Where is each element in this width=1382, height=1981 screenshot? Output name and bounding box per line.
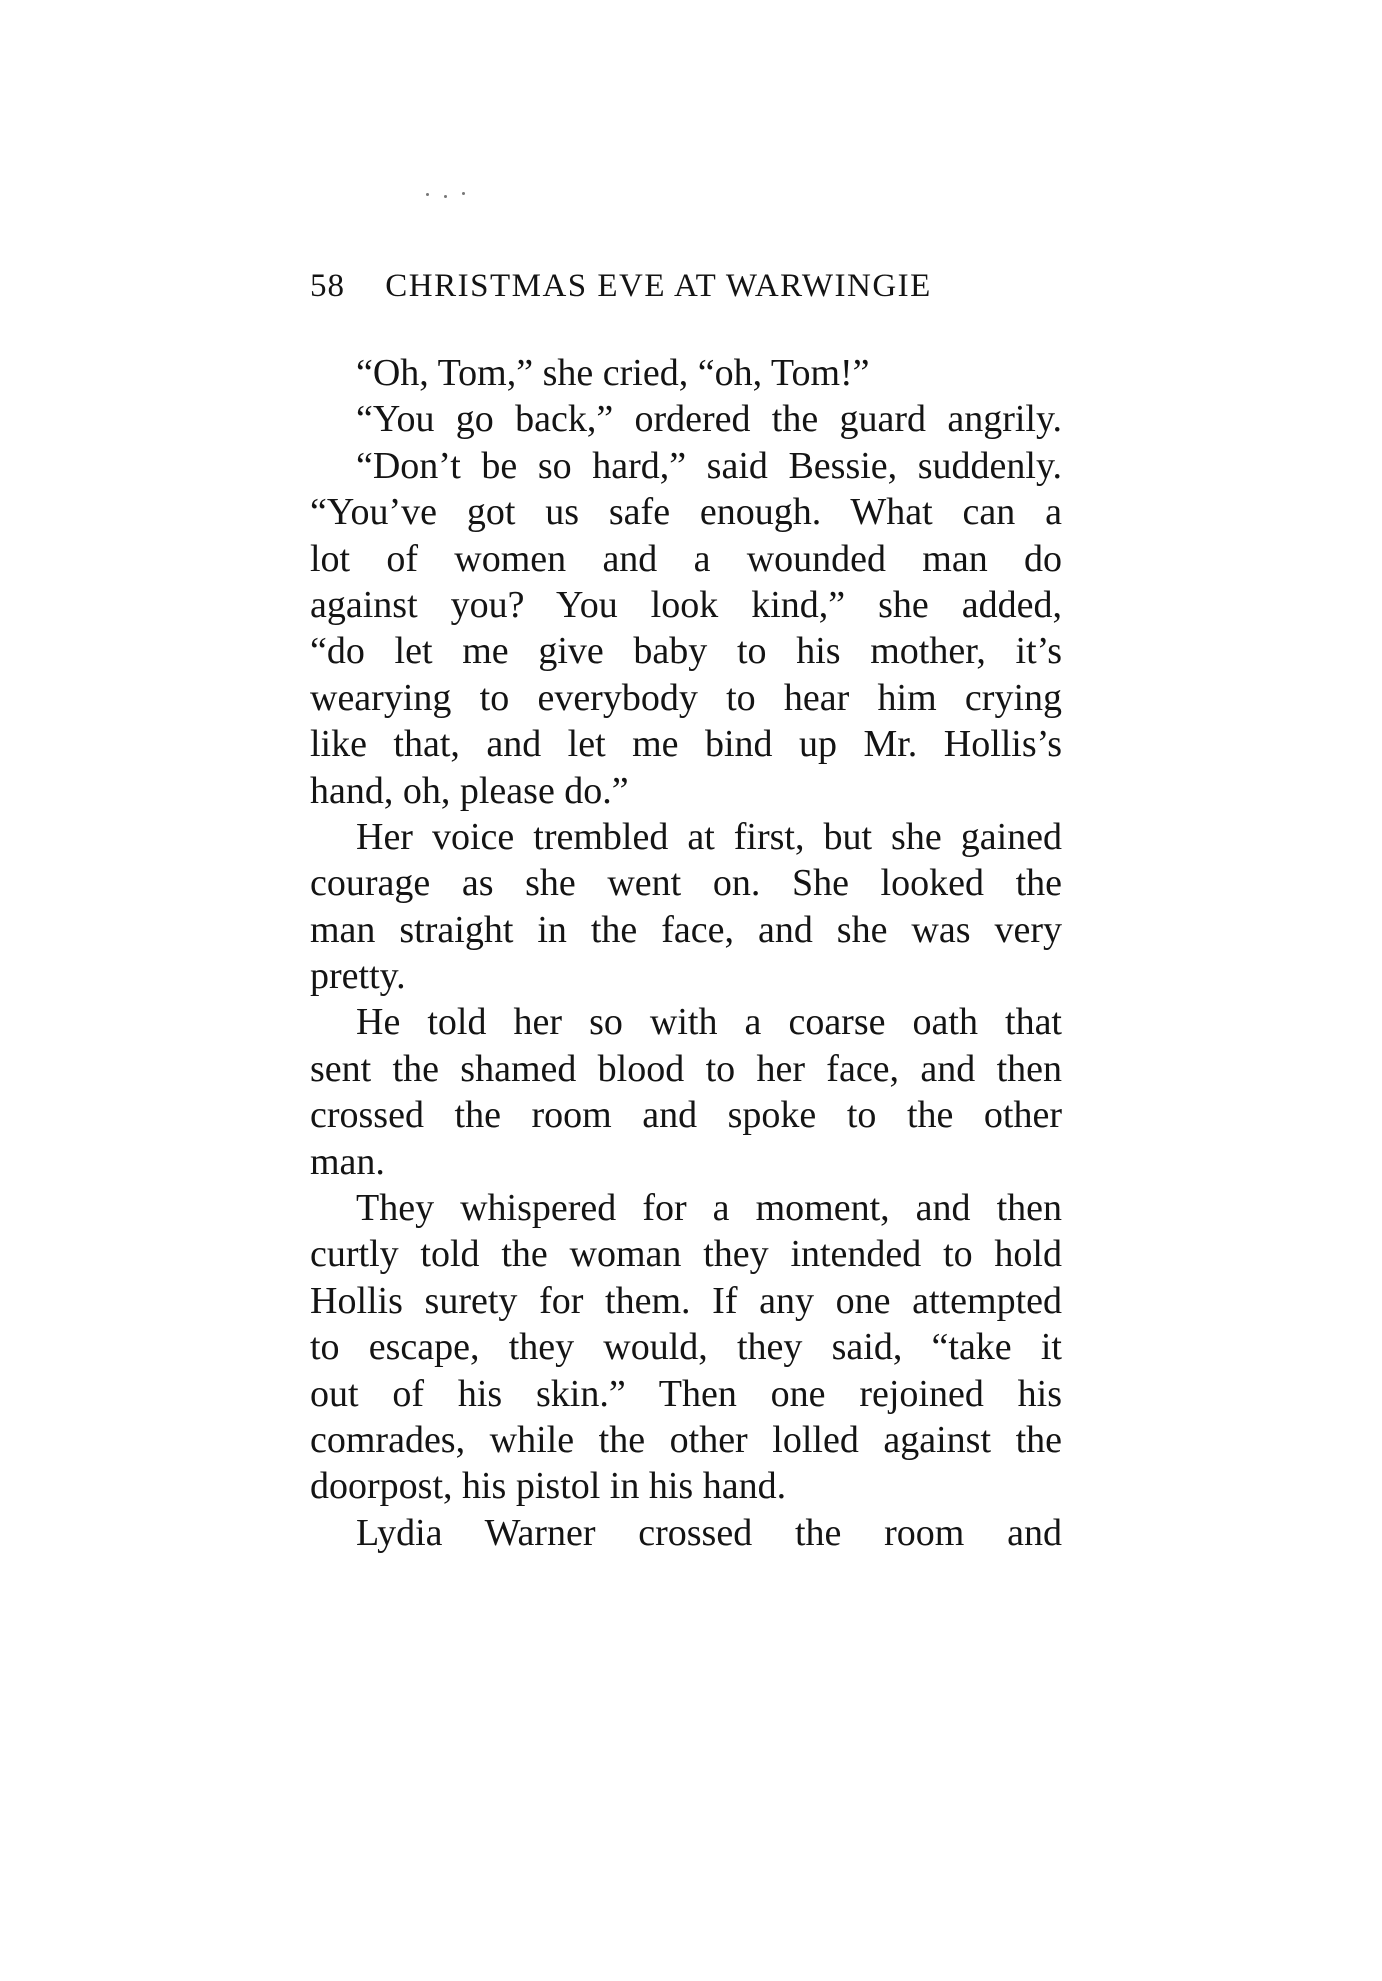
text-line: “You go back,” ordered the guard angrily. xyxy=(356,398,1062,441)
text-line: “You’ve got us safe enough. What can a xyxy=(310,491,1062,534)
text-line: doorpost, his pistol in his hand. xyxy=(310,1465,787,1508)
text-line: man. xyxy=(310,1140,385,1183)
text-line: hand, oh, please do.” xyxy=(310,769,629,812)
text-line: They whispered for a moment, and then xyxy=(356,1187,1062,1230)
text-line: “Don’t be so hard,” said Bessie, suddenly. xyxy=(356,444,1062,487)
text-line: to escape, they would, they said, “take it xyxy=(310,1326,1062,1369)
text-line: He told her so with a coarse oath that xyxy=(356,1001,1062,1044)
text-line: “Oh, Tom,” she cried, “oh, Tom!” xyxy=(356,352,870,394)
text-line: lot of women and a wounded man do xyxy=(310,537,1062,580)
body-text xyxy=(310,350,1062,1556)
running-header xyxy=(310,268,1070,318)
text-line: crossed the room and spoke to the other xyxy=(310,1094,1062,1137)
text-line: wearying to everybody to hear him crying xyxy=(310,676,1062,719)
speck xyxy=(444,195,447,198)
text-line: man straight in the face, and she was very xyxy=(310,908,1062,951)
running-title: CHRISTMAS EVE AT WARWINGIE xyxy=(385,268,932,304)
text-line: out of his skin.” Then one rejoined his xyxy=(310,1372,1062,1415)
text-line: against you? You look kind,” she added, xyxy=(310,583,1062,626)
page-number: 58 xyxy=(310,268,345,304)
text-line: Lydia Warner crossed the room and xyxy=(356,1511,1062,1554)
text-line: curtly told the woman they intended to hold xyxy=(310,1233,1062,1276)
text-line: like that, and let me bind up Mr. Hollis’s xyxy=(310,723,1062,766)
speck xyxy=(426,193,429,196)
scan-specks xyxy=(426,190,466,200)
speck xyxy=(462,192,465,195)
text-line: comrades, while the other lolled against the xyxy=(310,1418,1062,1461)
text-line: pretty. xyxy=(310,955,406,998)
text-line: sent the shamed blood to her face, and then xyxy=(310,1047,1062,1090)
text-line: courage as she went on. She looked the xyxy=(310,862,1062,905)
text-line: Her voice trembled at first, but she gained xyxy=(356,815,1062,858)
text-line: Hollis surety for them. If any one attempted xyxy=(310,1279,1062,1322)
text-line: “do let me give baby to his mother, it’s xyxy=(310,630,1062,673)
